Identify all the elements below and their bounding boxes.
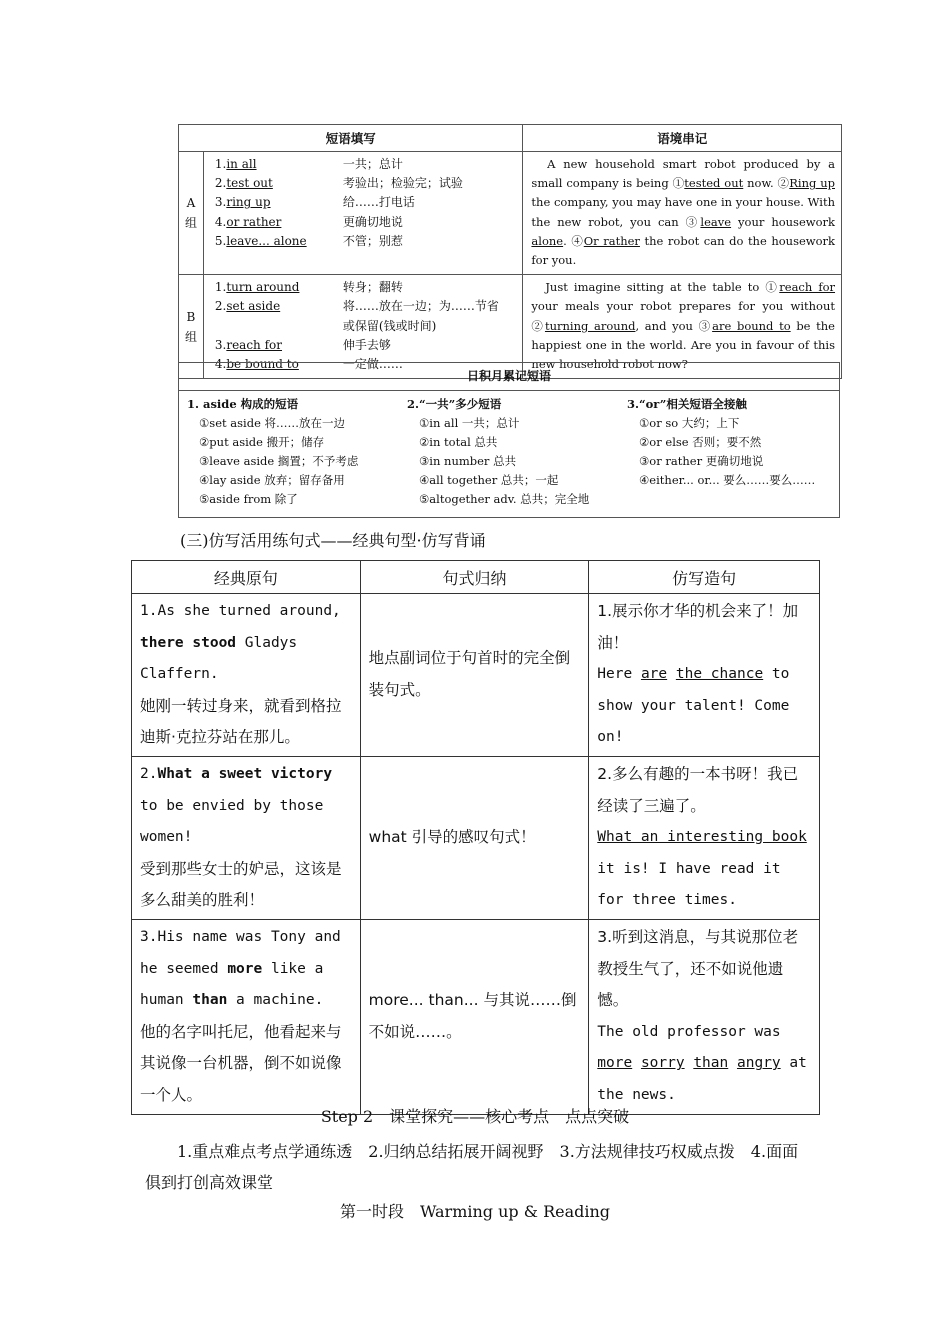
context-text: now. ② bbox=[743, 176, 790, 191]
phrase-num: 2. bbox=[214, 176, 227, 191]
header-context: 语境串记 bbox=[523, 125, 842, 152]
monthly-item: ④all together 总共；一起 bbox=[419, 473, 559, 487]
monthly-item: ⑤aside from 除了 bbox=[199, 492, 298, 506]
original-sentence bbox=[140, 596, 352, 691]
original-cell bbox=[132, 594, 361, 757]
monthly-columns bbox=[179, 391, 839, 509]
pattern-cell: more... than... 与其说……倒不如说……。 bbox=[360, 919, 589, 1114]
monthly-phrases-box bbox=[178, 362, 840, 518]
context-text: tested out bbox=[684, 176, 744, 191]
monthly-item: ①or so 大约；上下 bbox=[639, 416, 740, 430]
imitate-run: are bbox=[640, 666, 668, 683]
monthly-item: ⑤altogether adv. 总共；完全地 bbox=[419, 492, 590, 506]
context-text: alone bbox=[531, 233, 564, 248]
context-text: . ④ bbox=[563, 233, 584, 248]
original-run: to be envied by those women! bbox=[140, 797, 324, 846]
phrase-num: 4. bbox=[214, 214, 227, 229]
original-run: 3.His name was Tony and he seemed bbox=[140, 928, 341, 977]
original-cell bbox=[132, 756, 361, 919]
pattern-cell: what 引导的感叹句式！ bbox=[360, 756, 589, 919]
original-run: there stood bbox=[140, 634, 237, 651]
sentence-row bbox=[132, 594, 820, 757]
phrase-meaning: 将……放在一边；为……节省 bbox=[342, 299, 499, 314]
imitate-run bbox=[728, 1055, 737, 1071]
group-a-phrases bbox=[203, 152, 523, 275]
imitate-run: than bbox=[693, 1055, 729, 1072]
phrase-item bbox=[205, 297, 522, 316]
phrase-item bbox=[205, 317, 522, 336]
imitate-cell bbox=[589, 594, 820, 757]
monthly-column bbox=[179, 395, 399, 509]
context-text: your housework bbox=[731, 214, 835, 229]
monthly-title: 日积月累记短语 bbox=[179, 363, 839, 391]
sentence-row bbox=[132, 756, 820, 919]
phrase-item bbox=[205, 213, 522, 232]
header-original: 经典原句 bbox=[132, 561, 361, 594]
imitate-run: sorry bbox=[640, 1055, 685, 1072]
phrase-meaning: 一定做…… bbox=[342, 356, 403, 371]
monthly-item: ③in number 总共 bbox=[419, 454, 517, 468]
monthly-item: ③leave aside 搁置；不予考虑 bbox=[199, 454, 359, 468]
original-run: What a sweet victory bbox=[157, 765, 333, 782]
context-text: , and you ③ bbox=[635, 318, 713, 333]
imitate-prompt: 2.多么有趣的一本书呀！我已经读了三遍了。 bbox=[597, 764, 799, 815]
header-pattern: 句式归纳 bbox=[360, 561, 589, 594]
imitate-sentence bbox=[597, 1017, 811, 1112]
section-title: (三)仿写活用练句式——经典句型·仿写背诵 bbox=[180, 531, 486, 550]
sentence-row bbox=[132, 919, 820, 1114]
group-a-context bbox=[523, 152, 842, 275]
monthly-item: ③or rather 更确切地说 bbox=[639, 454, 764, 468]
context-text: Ring up bbox=[789, 176, 835, 191]
context-text: the robot can do the housework for you. bbox=[531, 233, 836, 268]
imitate-cell bbox=[589, 919, 820, 1114]
imitate-run: at the news. bbox=[597, 1055, 807, 1103]
phrase-text: be bound to bbox=[226, 356, 299, 371]
phrase-meaning: 给……打电话 bbox=[342, 195, 415, 210]
monthly-item: ②put aside 搬开；储存 bbox=[199, 435, 325, 449]
phrase-en bbox=[215, 232, 343, 251]
phrase-text: test out bbox=[226, 176, 273, 191]
monthly-column bbox=[619, 395, 839, 509]
sentence-table bbox=[131, 560, 820, 1115]
monthly-column-heading: 2.“一共”多少短语 bbox=[407, 397, 502, 411]
context-text: Just imagine sitting at the table to ① bbox=[531, 280, 780, 295]
phrase-meaning: 不管；别惹 bbox=[342, 233, 403, 248]
original-run: a machine. bbox=[227, 992, 324, 1009]
phrase-en bbox=[215, 174, 343, 193]
monthly-column-heading: 3.“or”相关短语全接触 bbox=[627, 397, 747, 411]
step2-title: Step 2 课堂探究——核心考点 点点突破 bbox=[320, 1107, 630, 1126]
phrase-meaning: 或保留(钱或时间) bbox=[342, 318, 437, 333]
original-run: 1.As she turned around, bbox=[140, 603, 341, 619]
imitate-sentence bbox=[597, 822, 811, 917]
monthly-column-heading: 1. aside 构成的短语 bbox=[187, 397, 299, 411]
phrase-meaning: 考验出；检验完；试验 bbox=[342, 176, 463, 191]
phrase-text: reach for bbox=[226, 337, 283, 352]
phrase-en bbox=[215, 213, 343, 232]
original-translation: 他的名字叫托尼，他看起来与其说像一台机器，倒不如说像一个人。 bbox=[140, 1022, 342, 1104]
phrase-item bbox=[205, 155, 522, 174]
phrase-num: 1. bbox=[214, 157, 227, 171]
imitate-run bbox=[632, 1055, 641, 1071]
monthly-item: ②in total 总共 bbox=[419, 435, 498, 449]
monthly-column bbox=[399, 395, 619, 509]
phrase-num: 3. bbox=[214, 337, 227, 352]
monthly-item: ②or else 否则；要不然 bbox=[639, 435, 762, 449]
phrase-text: leave... alone bbox=[226, 233, 307, 248]
phrase-text: or rather bbox=[226, 214, 282, 229]
phrase-num: 5. bbox=[214, 233, 227, 248]
pattern-cell: 地点副词位于句首时的完全倒装句式。 bbox=[360, 594, 589, 757]
phrase-table bbox=[178, 124, 842, 379]
phrase-meaning: 更确切地说 bbox=[342, 214, 403, 229]
phrase-text: ring up bbox=[226, 195, 271, 210]
phrase-en bbox=[215, 336, 343, 355]
original-run: 2. bbox=[140, 765, 158, 782]
period-title: 第一时段 Warming up & Reading bbox=[339, 1202, 611, 1221]
header-imitate: 仿写造句 bbox=[589, 561, 820, 594]
context-text: A new household smart robot produced by a small company is being ① bbox=[531, 157, 835, 191]
step-description: 1.重点难点考点学通练透 2.归纳总结拓展开阔视野 3.方法规律技巧权威点拨 4.面面俱到打创高效课堂 bbox=[145, 1142, 799, 1192]
imitate-prompt: 3.听到这消息，与其说那位老教授生气了，还不如说他遗憾。 bbox=[597, 927, 799, 1010]
phrase-meaning: 转身；翻转 bbox=[342, 280, 403, 295]
phrase-text: set aside bbox=[226, 299, 281, 314]
imitate-run: angry bbox=[736, 1055, 781, 1072]
context-text: turning around bbox=[544, 318, 636, 333]
imitate-run bbox=[667, 666, 676, 682]
phrase-num: 2. bbox=[214, 299, 227, 314]
phrase-text: turn around bbox=[226, 280, 300, 295]
phrase-item bbox=[205, 232, 522, 251]
original-translation: 受到那些女士的妒忌，这该是多么甜美的胜利！ bbox=[140, 859, 342, 910]
original-run: Gladys Claffern. bbox=[140, 634, 298, 683]
phrase-num: 4. bbox=[214, 356, 227, 371]
context-text: are bound to bbox=[712, 318, 791, 333]
phrase-en bbox=[215, 193, 343, 212]
header-phrase-fill: 短语填写 bbox=[179, 125, 523, 152]
phrase-item bbox=[205, 336, 522, 355]
imitate-sentence bbox=[597, 659, 811, 754]
original-run: like a human bbox=[140, 960, 324, 1009]
imitate-cell bbox=[589, 756, 820, 919]
imitate-run: What an interesting book bbox=[597, 829, 807, 846]
original-run: more bbox=[227, 960, 263, 977]
imitate-run: Here bbox=[597, 666, 641, 683]
original-translation: 她刚一转过身来，就看到格拉迪斯·克拉芬站在那儿。 bbox=[140, 696, 342, 747]
phrase-meaning: 一共；总计 bbox=[342, 157, 403, 171]
context-text: leave bbox=[700, 214, 732, 229]
context-text: Or rather bbox=[583, 233, 640, 248]
phrase-item bbox=[205, 174, 522, 193]
context-text: your meals your robot prepares for you without ② bbox=[531, 299, 835, 333]
monthly-item: ④lay aside 放弃；留存备用 bbox=[199, 473, 345, 487]
group-b-label: B 组 bbox=[179, 275, 204, 379]
monthly-item: ①in all 一共；总计 bbox=[419, 416, 520, 430]
group-a-label: A 组 bbox=[179, 152, 204, 275]
imitate-run: more bbox=[597, 1055, 633, 1072]
imitate-run: The old professor was bbox=[597, 1023, 781, 1040]
imitate-run: it is! I have read it for three times. bbox=[597, 860, 781, 909]
phrase-en bbox=[215, 317, 343, 336]
context-text: reach for bbox=[779, 280, 836, 295]
phrase-en bbox=[215, 155, 343, 174]
original-cell bbox=[132, 919, 361, 1114]
imitate-run: to show your talent! Come on! bbox=[597, 666, 790, 746]
phrase-meaning: 伸手去够 bbox=[342, 337, 391, 352]
group-a-row bbox=[179, 152, 842, 275]
phrase-num: 3. bbox=[214, 195, 227, 210]
context-text: be the happiest one in the world. Are you in favour of this new household robot now? bbox=[531, 318, 835, 372]
phrase-en bbox=[215, 297, 343, 316]
original-sentence bbox=[140, 922, 352, 1017]
original-run: than bbox=[192, 992, 228, 1009]
original-sentence bbox=[140, 759, 352, 854]
phrase-item bbox=[205, 193, 522, 212]
monthly-item: ①set aside 将……放在一边 bbox=[199, 416, 346, 430]
phrase-en bbox=[215, 278, 343, 297]
imitate-run: the chance bbox=[675, 666, 764, 683]
phrase-text: in all bbox=[226, 157, 257, 171]
imitate-prompt: 1.展示你才华的机会来了！加油！ bbox=[597, 602, 799, 652]
phrase-item bbox=[205, 278, 522, 297]
phrase-num: 1. bbox=[214, 280, 227, 295]
monthly-item: ④either... or... 要么……要么…… bbox=[639, 473, 816, 487]
context-text: the company, you may have one in your house. With the new robot, you can ③ bbox=[531, 195, 835, 229]
